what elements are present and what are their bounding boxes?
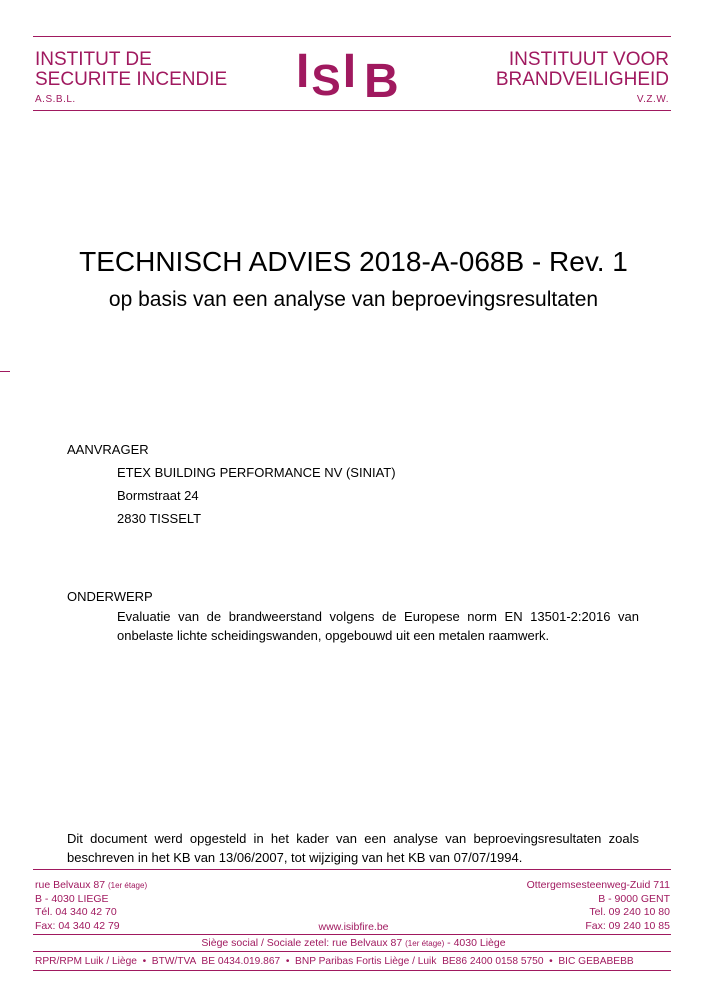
footer-seat (0, 937, 707, 951)
footer-left-street-line (35, 879, 147, 893)
footer-seat-suffix: - 4030 Liège (444, 937, 506, 949)
footer-right-tel: Tel. 09 240 10 80 (589, 906, 670, 918)
applicant-street: Bormstraat 24 (117, 488, 199, 503)
footer-seat-prefix: Siège social / Sociale zetel: rue Belvaux 87 (201, 937, 403, 949)
document-title: TECHNISCH ADVIES 2018-A-068B - Rev. 1 (79, 246, 628, 277)
logo-letter-b: B (364, 55, 401, 108)
header-left-line1: INSTITUT DE (35, 49, 152, 70)
footer-left-fax: Fax: 04 340 42 79 (35, 919, 120, 932)
footer-top-rule (33, 869, 671, 870)
header-right-line2: BRANDVEILIGHEID (495, 69, 669, 90)
margin-tick (0, 371, 10, 372)
footer-left-street: rue Belvaux 87 (35, 879, 106, 891)
header-left-block (35, 50, 227, 110)
footer-right-city: B - 9000 GENT (598, 892, 670, 905)
header-left-line3: A.S.B.L. (35, 94, 76, 105)
logo-letter-i1: I (296, 45, 312, 98)
header-right-line3: V.Z.W. (636, 94, 669, 105)
footer-left-tel: Tél. 04 340 42 70 (35, 906, 117, 918)
footer-legal-rule (33, 951, 671, 952)
header-left-line2: SECURITE INCENDIE (35, 69, 228, 90)
footer-bottom-rule (33, 970, 671, 971)
footer-seat-floor: (1er étage) (405, 939, 445, 948)
applicant-city: 2830 TISSELT (117, 511, 202, 526)
footer-middle-rule (33, 934, 671, 935)
applicant-company: ETEX BUILDING PERFORMANCE NV (SINIAT) (117, 465, 396, 480)
header-right-line1: INSTITUUT VOOR (508, 49, 669, 70)
footer-right-address (527, 879, 670, 933)
isib-logo (296, 45, 401, 108)
footer-left-floor: (1er étage) (107, 881, 148, 890)
disclaimer-text: Dit document werd opgesteld in het kader van een analyse van beproevingsresultaten zoals beschreven in het KB van 13/06/2007, tot wijziging van het KB van 07/07/1994. (67, 831, 639, 865)
footer-left-city: B - 4030 LIEGE (35, 892, 109, 905)
footer-website[interactable]: www.isibfire.be (318, 921, 389, 933)
footer-right-fax: Fax: 09 240 10 85 (585, 919, 670, 932)
header-bottom-rule (33, 110, 671, 111)
logo-letter-i2: I (342, 45, 359, 98)
document-subtitle: op basis van een analyse van beproevingsresultaten (108, 288, 599, 311)
header-top-rule (33, 36, 671, 37)
header-right-block (496, 50, 669, 110)
footer-legal: RPR/RPM Luik / Liège • BTW/TVA BE 0434.019.867 • BNP Paribas Fortis Liège / Luik BE86 2400 0158 5750 • BIC GEBABEBB (35, 956, 634, 967)
subject-label: ONDERWERP (67, 589, 153, 604)
logo-letter-s: S (311, 56, 343, 105)
footer-right-street: Ottergemsesteenweg-Zuid 711 (526, 879, 670, 891)
applicant-label: AANVRAGER (67, 442, 149, 457)
subject-text: Evaluatie van de brandweerstand volgens de Europese norm EN 13501-2:2016 van onbelaste lichte scheidingswanden, opgebouwd uit een metalen raamwerk. (117, 609, 639, 643)
